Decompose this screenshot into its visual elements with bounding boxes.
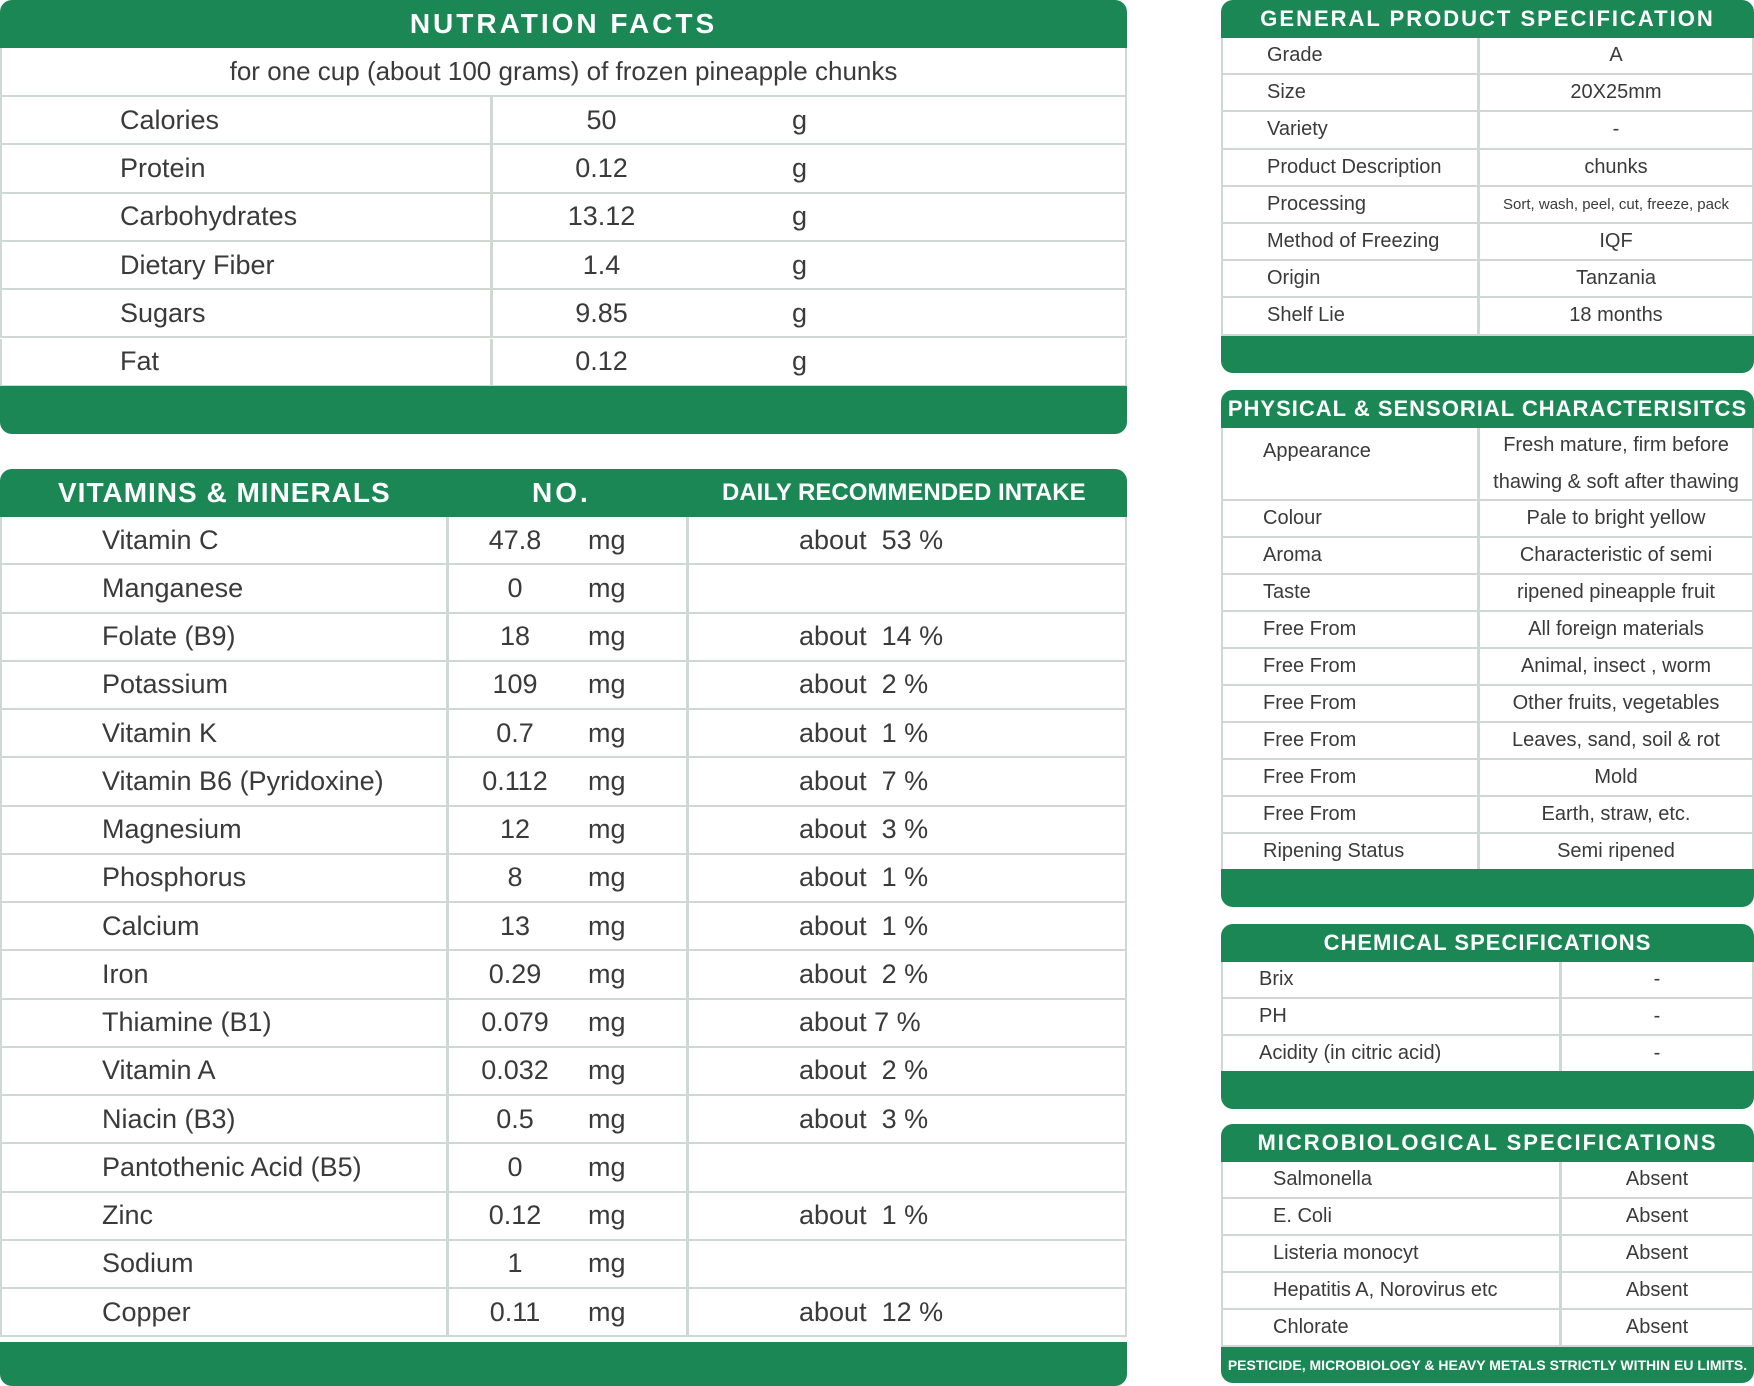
nutrition-subtitle: for one cup (about 100 grams) of frozen pineapple chunks xyxy=(229,56,898,86)
vitamin-row xyxy=(0,1048,1127,1096)
vitamin-unit: mg xyxy=(588,814,626,845)
vitamin-value: 13 xyxy=(446,903,581,949)
physical-spec-row-label: Free From xyxy=(1263,655,1357,677)
physical-spec-row xyxy=(1221,575,1754,612)
chemical-spec-row-value: - xyxy=(1559,962,1752,997)
physical-spec-row-value: All foreign materials xyxy=(1477,612,1752,647)
physical-spec-row-value: Characteristic of semi xyxy=(1477,538,1752,573)
nutrient-unit: g xyxy=(792,104,808,135)
vitamin-name: Zinc xyxy=(102,1200,154,1231)
physical-spec-row-label: Free From xyxy=(1263,729,1357,751)
vitamin-unit: mg xyxy=(588,910,626,941)
vitamin-unit: mg xyxy=(588,862,626,893)
general-specification-panel xyxy=(1221,0,1754,373)
physical-spec-row-label: Ripening Status xyxy=(1263,840,1405,862)
physical-spec-row-label: Free From xyxy=(1263,803,1357,825)
vitamin-row xyxy=(0,517,1127,565)
vitamin-value: 0.032 xyxy=(446,1048,581,1094)
vitamin-unit: mg xyxy=(588,765,626,796)
vitamin-unit: mg xyxy=(588,1151,626,1182)
nutrition-subtitle-row xyxy=(0,48,1127,97)
physical-spec-row xyxy=(1221,686,1754,723)
physical-spec-row xyxy=(1221,723,1754,760)
vitamin-row xyxy=(0,951,1127,999)
vitamin-row xyxy=(0,1193,1127,1241)
vitamin-unit: mg xyxy=(588,958,626,989)
general-spec-row xyxy=(1221,38,1754,75)
vitamin-name: Calcium xyxy=(102,910,200,941)
physical-spec-row xyxy=(1221,797,1754,834)
vitamin-intake: about 3 % xyxy=(686,807,1125,853)
physical-spec-row-value: ripened pineapple fruit xyxy=(1477,575,1752,610)
vitamin-value: 0.29 xyxy=(446,951,581,997)
vitamin-unit: mg xyxy=(588,1248,626,1279)
chemical-spec-row-label: Acidity (in citric acid) xyxy=(1259,1042,1442,1064)
general-spec-row-label: Product Description xyxy=(1267,155,1442,178)
chemical-spec-row xyxy=(1221,1036,1754,1073)
vitamin-intake: about 7 % xyxy=(686,758,1125,804)
nutrient-name: Fat xyxy=(120,346,160,377)
vitamin-value: 0.11 xyxy=(446,1289,581,1335)
general-spec-row-value: Sort, wash, peel, cut, freeze, pack xyxy=(1477,187,1752,222)
vitamin-value: 0.079 xyxy=(446,1000,581,1046)
appearance-value-line-1: Fresh mature, firm before xyxy=(1503,433,1729,456)
general-spec-row xyxy=(1221,75,1754,112)
vitamin-name: Phosphorus xyxy=(102,862,247,893)
physical-sensorial-panel xyxy=(1221,390,1754,907)
nutrition-facts-title: NUTRATION FACTS xyxy=(0,0,1127,48)
nutrient-row xyxy=(0,339,1127,387)
general-spec-row-label: Method of Freezing xyxy=(1267,230,1440,253)
vitamin-row xyxy=(0,1000,1127,1048)
vitamin-value: 1 xyxy=(446,1241,581,1287)
vitamin-intake: about 1 % xyxy=(686,855,1125,901)
vitamin-name: Iron xyxy=(102,958,149,989)
vitamin-name: Sodium xyxy=(102,1248,194,1279)
vitamin-value: 0 xyxy=(446,565,581,611)
vitamin-value: 0.7 xyxy=(446,710,581,756)
vitamin-row xyxy=(0,565,1127,613)
appearance-value xyxy=(1477,428,1752,499)
nutrient-value: 9.85 xyxy=(490,290,710,336)
physical-spec-row-value: Animal, insect , worm xyxy=(1477,649,1752,684)
vitamin-value: 0.112 xyxy=(446,758,581,804)
vitamin-intake: about 1 % xyxy=(686,710,1125,756)
vitamin-intake: about 53 % xyxy=(686,517,1125,563)
physical-spec-row-label: Free From xyxy=(1263,692,1357,714)
vitamin-intake xyxy=(686,565,1125,611)
vitamins-minerals-panel xyxy=(0,469,1127,1386)
general-spec-row-label: Shelf Lie xyxy=(1267,304,1345,327)
micro-spec-row-label: Hepatitis A, Norovirus etc xyxy=(1273,1279,1498,1301)
nutrition-footer-bar xyxy=(0,386,1127,434)
micro-spec-row xyxy=(1221,1273,1754,1310)
nutrient-value: 50 xyxy=(490,97,710,143)
vitamin-intake: about 14 % xyxy=(686,614,1125,660)
vitamin-row xyxy=(0,807,1127,855)
microbiological-specification-panel xyxy=(1221,1124,1754,1383)
physical-spec-row xyxy=(1221,538,1754,575)
vitamin-name: Vitamin B6 (Pyridoxine) xyxy=(102,765,384,796)
nutrient-row xyxy=(0,194,1127,242)
vitamins-header-row xyxy=(0,469,1127,517)
nutrient-value: 0.12 xyxy=(490,339,710,385)
nutrient-value: 0.12 xyxy=(490,145,710,191)
chemical-spec-row-value: - xyxy=(1559,1036,1752,1071)
vitamin-name: Manganese xyxy=(102,572,244,603)
general-spec-row-label: Variety xyxy=(1267,118,1328,141)
general-spec-row-value: - xyxy=(1477,112,1752,147)
micro-spec-row-label: Chlorate xyxy=(1273,1316,1349,1338)
vitamin-name: Vitamin C xyxy=(102,524,219,555)
micro-spec-row-value: Absent xyxy=(1559,1162,1752,1197)
vitamin-intake: about 12 % xyxy=(686,1289,1125,1335)
nutrient-unit: g xyxy=(792,152,808,183)
general-footer-bar xyxy=(1221,336,1754,373)
nutrient-name: Calories xyxy=(120,104,220,135)
vitamin-unit: mg xyxy=(588,1103,626,1134)
vitamin-row xyxy=(0,662,1127,710)
general-spec-row xyxy=(1221,298,1754,335)
vitamins-column-header: VITAMINS & MINERALS xyxy=(58,477,391,508)
nutrition-facts-panel xyxy=(0,0,1127,434)
number-column-header: NO. xyxy=(532,477,591,508)
chemical-spec-row xyxy=(1221,962,1754,999)
chemical-specification-panel xyxy=(1221,924,1754,1109)
nutrient-value: 1.4 xyxy=(490,242,710,288)
physical-spec-row-label: Colour xyxy=(1263,507,1322,529)
physical-spec-row xyxy=(1221,501,1754,538)
microbiological-specification-title: MICROBIOLOGICAL SPECIFICATIONS xyxy=(1221,1124,1754,1162)
appearance-value-line-2: thawing & soft after thawing xyxy=(1493,470,1739,493)
physical-spec-row xyxy=(1221,612,1754,649)
vitamin-intake xyxy=(686,1241,1125,1287)
vitamin-row xyxy=(0,614,1127,662)
general-spec-row-label: Grade xyxy=(1267,44,1323,67)
vitamin-name: Folate (B9) xyxy=(102,621,236,652)
vitamin-intake: about 3 % xyxy=(686,1096,1125,1142)
vitamin-value: 47.8 xyxy=(446,517,581,563)
micro-spec-row-label: Listeria monocyt xyxy=(1273,1242,1419,1264)
micro-spec-row-value: Absent xyxy=(1559,1310,1752,1345)
chemical-spec-row-label: PH xyxy=(1259,1005,1287,1027)
general-spec-row-value: IQF xyxy=(1477,224,1752,259)
physical-spec-row-value: Earth, straw, etc. xyxy=(1477,797,1752,832)
general-spec-row-label: Processing xyxy=(1267,192,1366,215)
vitamin-intake: about 2 % xyxy=(686,951,1125,997)
general-spec-row-value: 18 months xyxy=(1477,298,1752,333)
nutrient-unit: g xyxy=(792,201,808,232)
vitamin-name: Vitamin A xyxy=(102,1055,216,1086)
general-spec-row xyxy=(1221,150,1754,187)
vitamin-intake: about 2 % xyxy=(686,662,1125,708)
micro-spec-row xyxy=(1221,1236,1754,1273)
vitamin-intake: about 2 % xyxy=(686,1048,1125,1094)
physical-spec-row-value: Leaves, sand, soil & rot xyxy=(1477,723,1752,758)
chemical-spec-row-value: - xyxy=(1559,999,1752,1034)
vitamin-row xyxy=(0,855,1127,903)
vitamin-name: Copper xyxy=(102,1296,191,1327)
vitamin-row xyxy=(0,758,1127,806)
physical-spec-row-value: Other fruits, vegetables xyxy=(1477,686,1752,721)
vitamin-name: Thiamine (B1) xyxy=(102,1007,272,1038)
nutrient-name: Protein xyxy=(120,152,206,183)
physical-spec-row xyxy=(1221,834,1754,871)
general-spec-row-value: A xyxy=(1477,38,1752,73)
nutrient-row xyxy=(0,97,1127,145)
general-spec-row xyxy=(1221,187,1754,224)
vitamin-value: 12 xyxy=(446,807,581,853)
chemical-spec-row-label: Brix xyxy=(1259,968,1294,990)
micro-spec-row xyxy=(1221,1199,1754,1236)
nutrient-row xyxy=(0,242,1127,290)
vitamin-row xyxy=(0,1096,1127,1144)
vitamin-unit: mg xyxy=(588,524,626,555)
vitamin-value: 109 xyxy=(446,662,581,708)
general-spec-row xyxy=(1221,224,1754,261)
physical-spec-row xyxy=(1221,649,1754,686)
general-spec-row-value: Tanzania xyxy=(1477,261,1752,296)
vitamin-intake xyxy=(686,1144,1125,1190)
micro-spec-row-value: Absent xyxy=(1559,1236,1752,1271)
vitamin-name: Niacin (B3) xyxy=(102,1103,236,1134)
nutrient-unit: g xyxy=(792,346,808,377)
general-spec-row xyxy=(1221,112,1754,149)
nutrient-unit: g xyxy=(792,249,808,280)
microbiological-footer-note: PESTICIDE, MICROBIOLOGY & HEAVY METALS STRICTLY WITHIN EU LIMITS. xyxy=(1221,1347,1754,1383)
vitamin-intake: about 1 % xyxy=(686,1193,1125,1239)
appearance-label: Appearance xyxy=(1263,440,1371,462)
vitamin-unit: mg xyxy=(588,1055,626,1086)
micro-spec-row-value: Absent xyxy=(1559,1273,1752,1308)
vitamin-unit: mg xyxy=(588,1296,626,1327)
vitamin-unit: mg xyxy=(588,572,626,603)
vitamin-row xyxy=(0,1289,1127,1337)
physical-footer-bar xyxy=(1221,869,1754,907)
vitamins-footer-bar xyxy=(0,1342,1127,1386)
vitamin-row xyxy=(0,1144,1127,1192)
general-spec-row-label: Size xyxy=(1267,81,1306,104)
physical-spec-row-label: Free From xyxy=(1263,766,1357,788)
nutrient-row xyxy=(0,145,1127,193)
vitamin-value: 0.5 xyxy=(446,1096,581,1142)
nutrient-value: 13.12 xyxy=(490,194,710,240)
vitamin-name: Potassium xyxy=(102,669,229,700)
vitamin-unit: mg xyxy=(588,621,626,652)
general-spec-row-value: chunks xyxy=(1477,150,1752,185)
physical-spec-row-label: Aroma xyxy=(1263,544,1322,566)
vitamin-unit: mg xyxy=(588,1200,626,1231)
appearance-row xyxy=(1221,428,1754,501)
micro-spec-row-value: Absent xyxy=(1559,1199,1752,1234)
vitamin-value: 8 xyxy=(446,855,581,901)
nutrient-name: Dietary Fiber xyxy=(120,249,275,280)
general-spec-row-label: Origin xyxy=(1267,267,1321,290)
nutrient-row xyxy=(0,290,1127,338)
general-spec-row-value: 20X25mm xyxy=(1477,75,1752,110)
vitamin-intake: about 1 % xyxy=(686,903,1125,949)
vitamin-name: Vitamin K xyxy=(102,717,218,748)
physical-spec-row-label: Taste xyxy=(1263,581,1311,603)
chemical-spec-row xyxy=(1221,999,1754,1036)
physical-spec-row-value: Pale to bright yellow xyxy=(1477,501,1752,536)
vitamin-value: 18 xyxy=(446,614,581,660)
physical-spec-row xyxy=(1221,760,1754,797)
chemical-footer-bar xyxy=(1221,1071,1754,1109)
general-specification-title: GENERAL PRODUCT SPECIFICATION xyxy=(1221,0,1754,38)
vitamin-name: Magnesium xyxy=(102,814,242,845)
vitamin-row xyxy=(0,1241,1127,1289)
chemical-specification-title: CHEMICAL SPECIFICATIONS xyxy=(1221,924,1754,962)
micro-spec-row xyxy=(1221,1162,1754,1199)
physical-spec-row-value: Mold xyxy=(1477,760,1752,795)
vitamin-row xyxy=(0,710,1127,758)
nutrient-name: Carbohydrates xyxy=(120,201,298,232)
intake-column-header: DAILY RECOMMENDED INTAKE xyxy=(722,479,1086,506)
general-spec-row xyxy=(1221,261,1754,298)
vitamin-name: Pantothenic Acid (B5) xyxy=(102,1151,362,1182)
nutrient-unit: g xyxy=(792,297,808,328)
vitamin-unit: mg xyxy=(588,717,626,748)
vitamin-row xyxy=(0,903,1127,951)
physical-spec-row-value: Semi ripened xyxy=(1477,834,1752,869)
micro-spec-row-label: E. Coli xyxy=(1273,1205,1332,1227)
micro-spec-row xyxy=(1221,1310,1754,1347)
nutrient-name: Sugars xyxy=(120,297,206,328)
vitamin-value: 0 xyxy=(446,1144,581,1190)
micro-spec-row-label: Salmonella xyxy=(1273,1168,1372,1190)
vitamin-intake: about 7 % xyxy=(686,1000,1125,1046)
vitamin-unit: mg xyxy=(588,669,626,700)
vitamin-unit: mg xyxy=(588,1007,626,1038)
physical-sensorial-title: PHYSICAL & SENSORIAL CHARACTERISITCS xyxy=(1221,390,1754,428)
physical-spec-row-label: Free From xyxy=(1263,618,1357,640)
vitamin-value: 0.12 xyxy=(446,1193,581,1239)
